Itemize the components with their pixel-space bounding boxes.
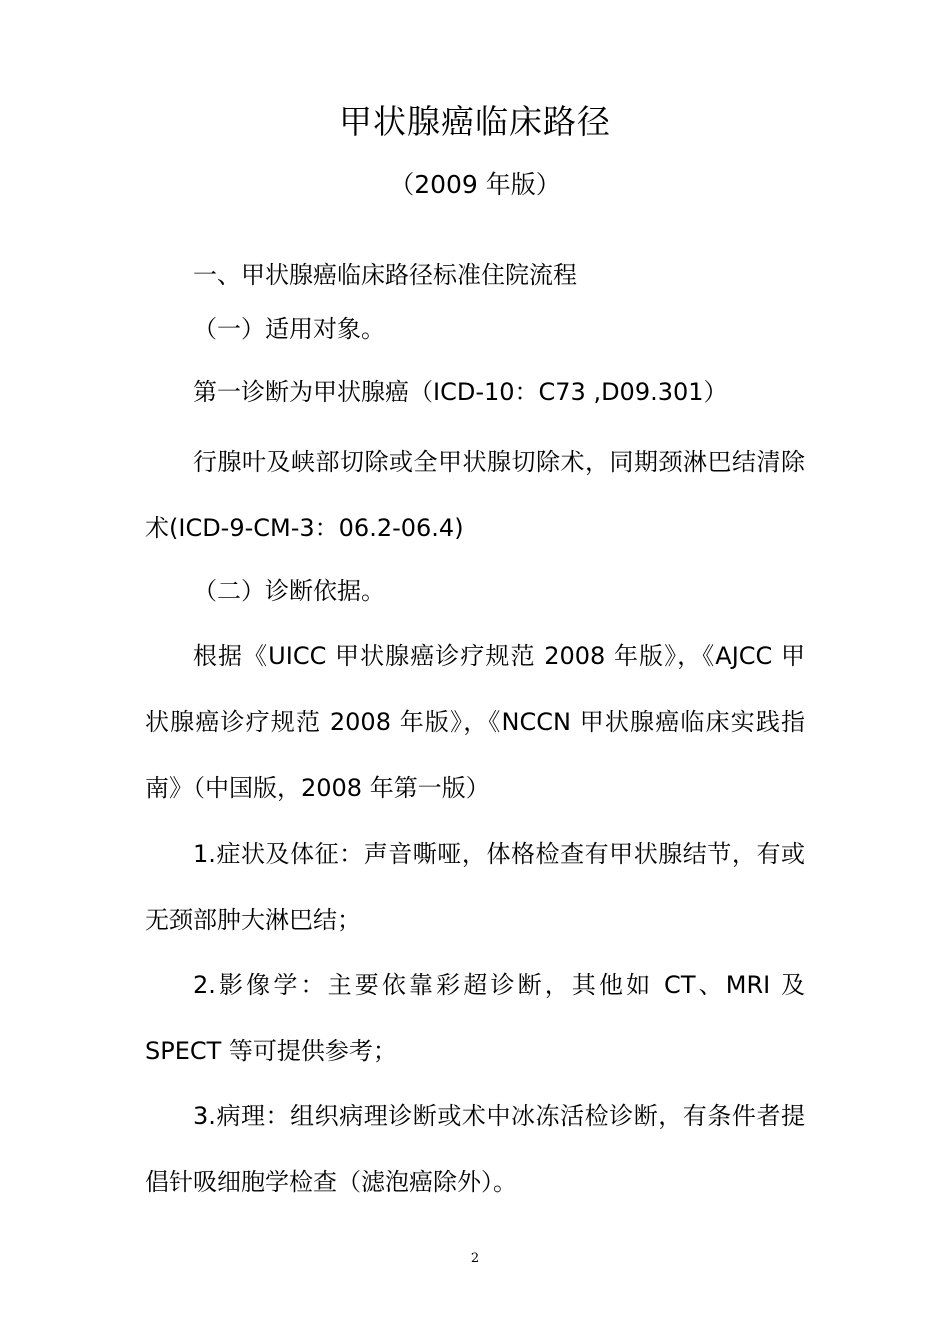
paragraph-surgery: 行腺叶及峡部切除或全甲状腺切除术，同期颈淋巴结清除术(ICD-9-CM-3：06.2-06.4) [145, 448, 805, 542]
page-number: 2 [470, 1251, 480, 1266]
subsection-heading-basis: （二）诊断依据。 [193, 577, 385, 605]
paragraph-basis: 根据《UICC 甲状腺癌诊疗规范 2008 年版》，《AJCC 甲状腺癌诊疗规范 2008 年版》，《NCCN 甲状腺癌临床实践指南》（中国版，2008 年第一版） [145, 642, 805, 802]
section-heading: 一、甲状腺癌临床路径标准住院流程 [193, 261, 577, 289]
subsection-heading-applicable: （一）适用对象。 [193, 315, 385, 343]
document-subtitle: （2009 年版） [389, 170, 561, 199]
paragraph-imaging: 2.影像学：主要依靠彩超诊断，其他如 CT、MRI 及 SPECT 等可提供参考； [145, 971, 805, 1065]
paragraph-pathology: 3.病理：组织病理诊断或术中冰冻活检诊断，有条件者提倡针吸细胞学检查（滤泡癌除外）。 [145, 1102, 805, 1196]
document-title: 甲状腺癌临床路径 [339, 102, 611, 141]
paragraph-diagnosis: 第一诊断为甲状腺癌（ICD-10：C73 ,D09.301） [193, 378, 728, 406]
paragraph-symptoms: 1.症状及体征：声音嘶哑，体格检查有甲状腺结节，有或无颈部肿大淋巴结； [145, 840, 805, 934]
